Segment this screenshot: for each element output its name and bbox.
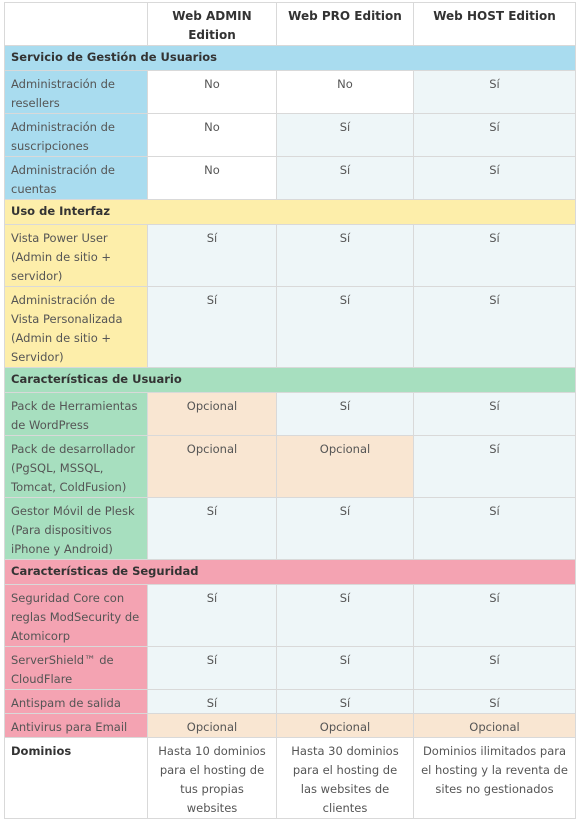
- table-row: [5, 287, 576, 368]
- table-row: [5, 647, 576, 690]
- section-header-user-management: [5, 46, 576, 71]
- cell-pro: Opcional: [277, 714, 414, 738]
- table-row: [5, 393, 576, 436]
- cell-admin: Sí: [148, 647, 277, 690]
- row-label: Pack de desarrollador (PgSQL, MSSQL, Tomcat, ColdFusion): [5, 436, 148, 498]
- section-header-security: [5, 560, 576, 585]
- table-row: [5, 585, 576, 647]
- row-label: Gestor Móvil de Plesk (Para dispositivos iPhone y Android): [5, 498, 148, 560]
- cell-admin: Sí: [148, 287, 277, 368]
- cell-host: Sí: [414, 71, 576, 114]
- cell-pro: Sí: [277, 647, 414, 690]
- table-row: [5, 114, 576, 157]
- cell-pro: No: [277, 71, 414, 114]
- row-label: Seguridad Core con reglas ModSecurity de Atomicorp: [5, 585, 148, 647]
- cell-pro: Sí: [277, 393, 414, 436]
- cell-host: Sí: [414, 157, 576, 200]
- table-row: [5, 71, 576, 114]
- cell-host: Sí: [414, 393, 576, 436]
- cell-admin: No: [148, 114, 277, 157]
- comparison-table: [4, 2, 576, 819]
- cell-admin: No: [148, 71, 277, 114]
- cell-pro: Sí: [277, 287, 414, 368]
- row-label: ServerShield™ de CloudFlare: [5, 647, 148, 690]
- cell-host: Sí: [414, 647, 576, 690]
- section-header-user-features: [5, 368, 576, 393]
- table-row: [5, 436, 576, 498]
- cell-pro: Sí: [277, 690, 414, 714]
- cell-admin: Sí: [148, 225, 277, 287]
- cell-pro: Sí: [277, 225, 414, 287]
- row-label-domains: Dominios: [5, 738, 148, 819]
- cell-pro: Sí: [277, 498, 414, 560]
- cell-admin: Opcional: [148, 393, 277, 436]
- section-header-interface: [5, 200, 576, 225]
- section-title: Características de Seguridad: [5, 560, 576, 585]
- header-web-admin: Web ADMIN Edition: [148, 3, 277, 46]
- header-web-host: Web HOST Edition: [414, 3, 576, 46]
- cell-admin: Hasta 10 dominios para el hosting de tus propias websites: [148, 738, 277, 819]
- domains-row: [5, 738, 576, 819]
- row-label: Administración de cuentas: [5, 157, 148, 200]
- cell-admin: Opcional: [148, 436, 277, 498]
- cell-host: Dominios ilimitados para el hosting y la reventa de sites no gestionados: [414, 738, 576, 819]
- table-row: [5, 714, 576, 738]
- cell-host: Sí: [414, 225, 576, 287]
- cell-pro: Hasta 30 dominios para el hosting de las websites de clientes: [277, 738, 414, 819]
- cell-admin: Sí: [148, 498, 277, 560]
- row-label: Antispam de salida: [5, 690, 148, 714]
- row-label: Antivirus para Email: [5, 714, 148, 738]
- cell-host: Sí: [414, 690, 576, 714]
- cell-admin: No: [148, 157, 277, 200]
- section-title: Uso de Interfaz: [5, 200, 576, 225]
- row-label: Administración de resellers: [5, 71, 148, 114]
- cell-pro: Opcional: [277, 436, 414, 498]
- cell-host: Sí: [414, 498, 576, 560]
- cell-host: Opcional: [414, 714, 576, 738]
- table-row: [5, 157, 576, 200]
- cell-host: Sí: [414, 585, 576, 647]
- row-label: Pack de Herramientas de WordPress: [5, 393, 148, 436]
- cell-host: Sí: [414, 114, 576, 157]
- table-row: [5, 498, 576, 560]
- cell-host: Sí: [414, 287, 576, 368]
- header-row: [5, 3, 576, 46]
- row-label: Administración de Vista Personalizada (Admin de sitio + Servidor): [5, 287, 148, 368]
- cell-pro: Sí: [277, 585, 414, 647]
- row-label: Vista Power User (Admin de sitio + servidor): [5, 225, 148, 287]
- table-row: [5, 690, 576, 714]
- cell-host: Sí: [414, 436, 576, 498]
- row-label: Administración de suscripciones: [5, 114, 148, 157]
- section-title: Servicio de Gestión de Usuarios: [5, 46, 576, 71]
- section-title: Características de Usuario: [5, 368, 576, 393]
- cell-pro: Sí: [277, 157, 414, 200]
- cell-pro: Sí: [277, 114, 414, 157]
- cell-admin: Opcional: [148, 714, 277, 738]
- table-row: [5, 225, 576, 287]
- header-web-pro: Web PRO Edition: [277, 3, 414, 46]
- header-blank-cell: [5, 3, 148, 46]
- cell-admin: Sí: [148, 690, 277, 714]
- cell-admin: Sí: [148, 585, 277, 647]
